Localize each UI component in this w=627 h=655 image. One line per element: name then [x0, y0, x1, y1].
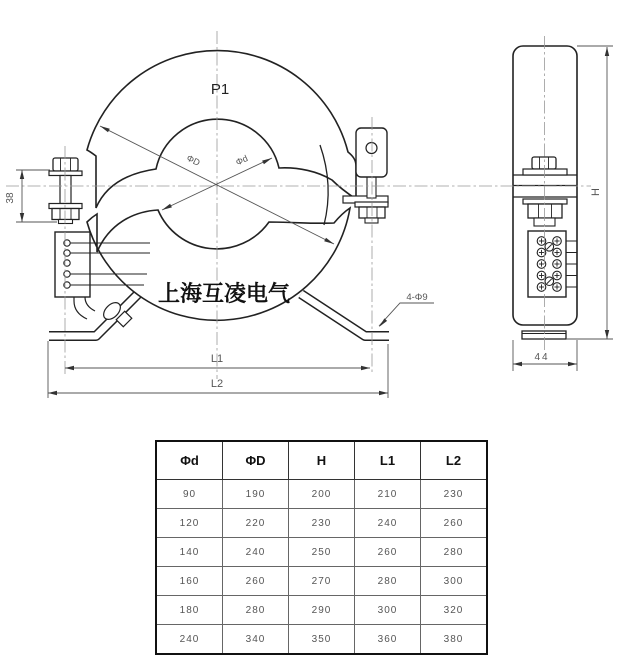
- cell: 250: [289, 538, 355, 567]
- cell: 280: [355, 567, 421, 596]
- table-header-row: [156, 441, 487, 480]
- table-row: [156, 596, 487, 625]
- dim-38-label: 38: [5, 192, 16, 204]
- cell: 320: [421, 596, 488, 625]
- spec-table: [155, 440, 488, 655]
- table-row: [156, 538, 487, 567]
- dim-phiD-label: ΦD: [184, 152, 202, 168]
- dim-44-label: 44: [534, 352, 550, 363]
- col-header-h: H: [289, 441, 355, 480]
- side-view: [513, 46, 577, 339]
- cell: 120: [156, 509, 223, 538]
- cell: 220: [223, 509, 289, 538]
- cell: 240: [156, 625, 223, 655]
- cell: 280: [223, 596, 289, 625]
- dim-phid-label: Φd: [234, 153, 250, 168]
- dim-L1-label: L1: [210, 353, 224, 365]
- cell: 190: [223, 480, 289, 509]
- hinge-hole: [366, 143, 377, 154]
- table-row: [156, 567, 487, 596]
- cell: 240: [355, 509, 421, 538]
- table-row: [156, 625, 487, 655]
- table-row: [156, 480, 487, 509]
- cell: 160: [156, 567, 223, 596]
- dim-L2-label: L2: [210, 378, 224, 390]
- watermark-text: 上海互凌电气: [157, 281, 291, 306]
- cell: 90: [156, 480, 223, 509]
- col-header-l1: L1: [355, 441, 421, 480]
- ring-upper-half: [87, 51, 356, 208]
- cell: 140: [156, 538, 223, 567]
- cell: 280: [421, 538, 488, 567]
- holes-label: 4-Φ9: [406, 292, 428, 303]
- cell: 260: [421, 509, 488, 538]
- label-p1: P1: [210, 81, 230, 98]
- col-header-phid: Φd: [156, 441, 223, 480]
- dim-H-label: H: [590, 188, 602, 196]
- cell: 210: [355, 480, 421, 509]
- cell: 260: [223, 567, 289, 596]
- cell: 230: [289, 509, 355, 538]
- right-foot-bracket: [301, 294, 389, 336]
- col-header-phiD: ΦD: [223, 441, 289, 480]
- left-clamp-bolt: [49, 158, 82, 224]
- cell: 340: [223, 625, 289, 655]
- terminal-block-side: [528, 231, 577, 297]
- cell: 200: [289, 480, 355, 509]
- cell: 230: [421, 480, 488, 509]
- cell: 290: [289, 596, 355, 625]
- cell: 240: [223, 538, 289, 567]
- cell: 360: [355, 625, 421, 655]
- cell: 380: [421, 625, 488, 655]
- cell: 300: [421, 567, 488, 596]
- holes-leader-line: [379, 303, 434, 326]
- cell: 270: [289, 567, 355, 596]
- cell: 300: [355, 596, 421, 625]
- cell: 350: [289, 625, 355, 655]
- side-foot-plate: [522, 331, 566, 339]
- cell: 180: [156, 596, 223, 625]
- table-row: [156, 509, 487, 538]
- col-header-l2: L2: [421, 441, 488, 480]
- cell: 260: [355, 538, 421, 567]
